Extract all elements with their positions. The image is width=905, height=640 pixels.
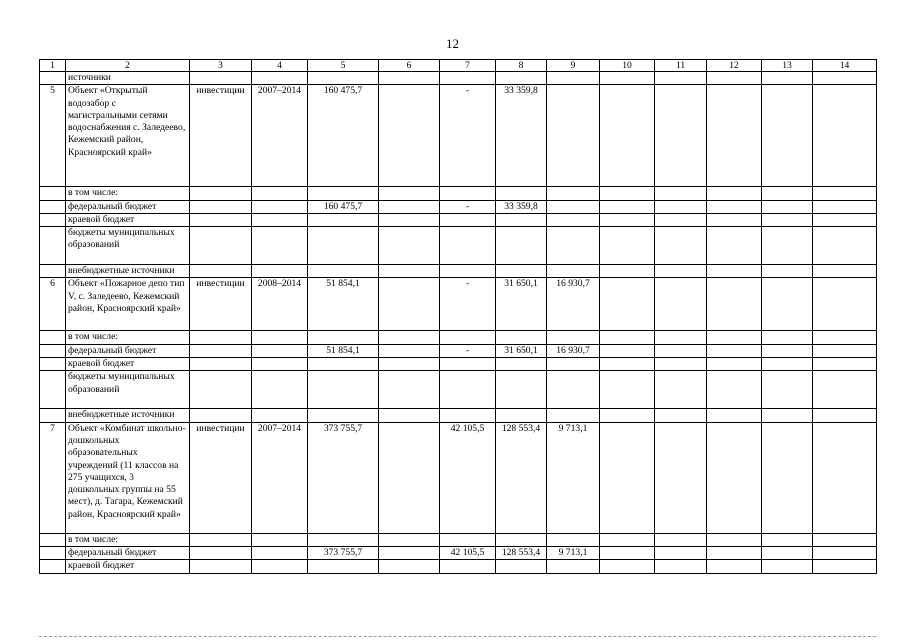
row-label: источники [66,72,190,85]
header-cell: 5 [308,60,379,72]
value-c6 [379,422,440,533]
table-row [40,533,877,546]
object-name: Объект «Комбинат школьно-дошкольных образовательных учреждений (11 классов на 275 учащихся, 3 дошкольных группы на 55 мест), д. Тагара, Кежемский район, Красноярский край» [66,422,190,533]
header-cell: 11 [655,60,707,72]
value-c8: 33 359,8 [496,200,547,213]
value-c9 [547,200,600,213]
row-label: в том числе: [66,187,190,200]
value-c7: - [440,344,496,357]
value-c9: 16 930,7 [547,344,600,357]
value-c5: 373 755,7 [308,422,379,533]
value-c5: 373 755,7 [308,546,379,559]
value-c6 [379,278,440,331]
row-label: в том числе: [66,331,190,344]
value-c7: - [440,85,496,187]
table-row [40,409,877,422]
table-row [40,72,877,85]
value-c6 [379,546,440,559]
header-cell: 13 [762,60,813,72]
table-row [40,200,877,213]
value-c6 [379,200,440,213]
period: 2008–2014 [252,278,308,331]
value-c7: 42 105,5 [440,422,496,533]
expense-type: инвестиции [190,422,252,533]
value-c5: 160 475,7 [308,85,379,187]
value-c9: 16 930,7 [547,278,600,331]
header-cell: 1 [40,60,66,72]
header-row [40,60,877,72]
value-c7: - [440,278,496,331]
header-cell: 4 [252,60,308,72]
expense-type: инвестиции [190,85,252,187]
value-c5: 160 475,7 [308,200,379,213]
row-label: бюджеты муниципальных образований [66,371,190,409]
page-number: 12 [446,36,459,51]
table-row [40,213,877,226]
value-c9 [547,85,600,187]
table-row [40,227,877,265]
row-label: внебюджетные источники [66,265,190,278]
row-label: бюджеты муниципальных образований [66,227,190,265]
table-row [40,546,877,559]
table-row [40,331,877,344]
value-c8: 33 359,8 [496,85,547,187]
object-row [40,85,877,187]
object-row [40,422,877,533]
value-c9: 9 713,1 [547,422,600,533]
value-c8: 128 553,4 [496,546,547,559]
object-row [40,278,877,331]
object-name: Объект «Открытый водозабор с магистральными сетями водоснабжения с. Заледеево, Кежемский район, Красноярский край» [66,85,190,187]
value-c9: 9 713,1 [547,546,600,559]
row-number: 6 [40,278,66,331]
header-cell: 2 [66,60,190,72]
value-c6 [379,344,440,357]
row-number: 7 [40,422,66,533]
row-label: федеральный бюджет [66,200,190,213]
table-row [40,358,877,371]
value-c8: 31 650,1 [496,344,547,357]
value-c6 [379,85,440,187]
expense-type: инвестиции [190,278,252,331]
header-cell: 8 [496,60,547,72]
value-c8: 31 650,1 [496,278,547,331]
header-cell: 9 [547,60,600,72]
row-label: краевой бюджет [66,560,190,573]
value-c7: - [440,200,496,213]
row-label: краевой бюджет [66,213,190,226]
row-number: 5 [40,85,66,187]
header-cell: 14 [813,60,877,72]
header-cell: 10 [600,60,655,72]
table-row [40,371,877,409]
value-c5: 51 854,1 [308,344,379,357]
budget-table [39,59,877,574]
page-edge-rule [39,636,876,637]
object-name: Объект «Пожарное депо тип V, с. Заледеево, Кежемский район, Красноярский край» [66,278,190,331]
row-label: краевой бюджет [66,358,190,371]
header-cell: 3 [190,60,252,72]
header-cell: 12 [707,60,762,72]
row-label: федеральный бюджет [66,546,190,559]
row-label: внебюджетные источники [66,409,190,422]
table-row [40,560,877,573]
header-cell: 7 [440,60,496,72]
table-row [40,344,877,357]
value-c5: 51 854,1 [308,278,379,331]
row-label: федеральный бюджет [66,344,190,357]
period: 2007–2014 [252,422,308,533]
table-row [40,187,877,200]
table-row [40,265,877,278]
period: 2007–2014 [252,85,308,187]
value-c8: 128 553,4 [496,422,547,533]
header-cell: 6 [379,60,440,72]
value-c7: 42 105,5 [440,546,496,559]
row-label: в том числе: [66,533,190,546]
